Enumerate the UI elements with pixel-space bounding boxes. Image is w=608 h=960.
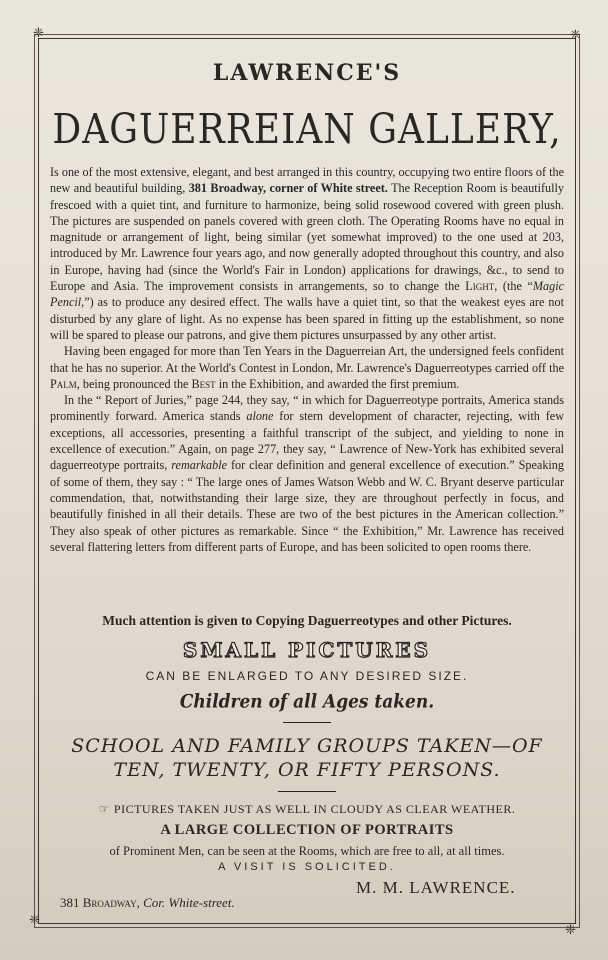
p2-text-b: being pronounced the	[82, 376, 189, 391]
signature: M. M. LAWRENCE.	[356, 878, 516, 897]
pointing-hand-icon: ☞	[98, 802, 110, 816]
p1-address: 381 Broadway, corner of White street.	[188, 181, 388, 196]
title-lawrences: LAWRENCE'S	[212, 60, 402, 86]
address-white-street: White-street.	[168, 895, 235, 910]
p2-best: Best	[191, 376, 216, 391]
divider-rule-2	[278, 791, 336, 792]
groups-notice	[50, 734, 564, 782]
p1-text-d: ”) as to produce any desired effect. The walls have a quiet tint, so that the weakest eyes are not disturbed by any glare of light. As no expense has been spared in fitting up the establishment, so none will be spared to please our patrons, and give them pictures unsurpassed by any other artist.	[50, 295, 564, 342]
p3-text-b: for stern development of character, rejecting, with few exceptions, all accessories, presenting a faithful transcript of the subject, and yielding to none in excellence of execution.” Again, on page 277, they say, “ Lawrence of New-York has exhibited several daguerreotype portraits,	[50, 409, 565, 473]
title-daguerreian-gallery: DAGUERREIAN GALLERY,	[52, 106, 562, 154]
groups-line-1: SCHOOL AND FAMILY GROUPS TAKEN—OF	[71, 735, 543, 757]
address-street: Broadway,	[82, 895, 140, 910]
corner-ornament-top-right: ❈	[570, 28, 581, 43]
p2-text-a: Having been engaged for more than Ten Years in the Daguerreian Art, the undersigned feels confident that he has no superior. At the World's Contest in London, Mr. Lawrence's Daguerreotypes carried off the	[50, 344, 564, 375]
divider-rule-1	[283, 722, 331, 723]
weather-notice-text: PICTURES TAKEN JUST AS WELL IN CLOUDY AS CLEAR WEATHER.	[113, 802, 516, 816]
p3-text-c: for clear definition and general excellence of execution.” Speaking of some of them, they say : “ The large ones of James Watson Webb and W. C. Bryant deserve particular commendation, that, notwithstanding their large size, they are throughout perfectly in focus, and beautifully finished in all their details. These are two of the best pictures in the American collection.” They also speak of other pictures as remarkable. Since “ the Exhibition,” Mr. Lawrence has received several flattering letters from different parts of Europe, and has been solicited to open rooms there.	[50, 458, 564, 554]
body-text	[50, 164, 564, 555]
visit-notice: A VISIT IS SOLICITED.	[218, 861, 396, 873]
p1-text-b: The Reception Room is beautifully frescoed with a quiet tint, and furniture to harmonize, being solid rosewood covered with green plush. The pictures are suspended on panels covered with green cloth. The Operating Rooms have no equal in magnitude or arrangement of light, being similar (yet somewhat improved) to the one used at 203, introduced by Mr. Lawrence four years ago, and now generally adopted throughout this country, and also in Europe, having had (since the World's Fair in London) applications for drawings, &c., to send to Europe and Asia. The improvement consists in arrangements, so to change the	[50, 181, 564, 294]
p3-alone: alone	[246, 409, 274, 424]
weather-notice	[50, 802, 564, 817]
prominent-men-notice: of Prominent Men, can be seen at the Rooms, which are free to all, at all times.	[109, 844, 505, 858]
enlarge-notice: CAN BE ENLARGED TO ANY DESIRED SIZE.	[145, 669, 469, 683]
collection-heading: A LARGE COLLECTION OF PORTRAITS	[160, 822, 454, 838]
children-notice: Children of all Ages taken.	[179, 691, 435, 713]
corner-ornament-bottom-left: ❈	[29, 913, 40, 928]
address	[60, 895, 235, 911]
address-cor: Cor.	[143, 895, 166, 910]
p1-text-a: Is one of the most extensive, elegant, and best arranged in this country, occupying two entire floors of the new and beautiful building,	[50, 165, 564, 196]
groups-line-2: TEN, TWENTY, OR FIFTY PERSONS.	[113, 759, 501, 781]
copying-notice: Much attention is given to Copying Daguerreotypes and other Pictures.	[102, 613, 512, 628]
corner-ornament-bottom-right: ❈	[565, 923, 576, 938]
p1-text-c: (the “	[502, 279, 533, 294]
p1-magic-pencil: Magic Pencil,	[50, 279, 565, 310]
p2-palm: Palm,	[50, 376, 80, 391]
p1-light: Light,	[465, 279, 498, 294]
paragraph-2	[50, 343, 564, 392]
small-pictures-heading: SMALL PICTURES	[182, 638, 432, 662]
paragraph-3	[50, 392, 564, 555]
p3-text-a: In the “ Report of Juries,” page 244, they say, “ in which for Daguerreotype portraits, America stands prominently forward. America stands	[50, 393, 564, 424]
p2-text-c: in the Exhibition, and awarded the first premium.	[218, 376, 460, 391]
paragraph-1	[50, 164, 564, 343]
p3-remarkable: remarkable	[171, 458, 227, 473]
address-number: 381	[60, 895, 80, 910]
corner-ornament-top-left: ❈	[33, 26, 44, 41]
